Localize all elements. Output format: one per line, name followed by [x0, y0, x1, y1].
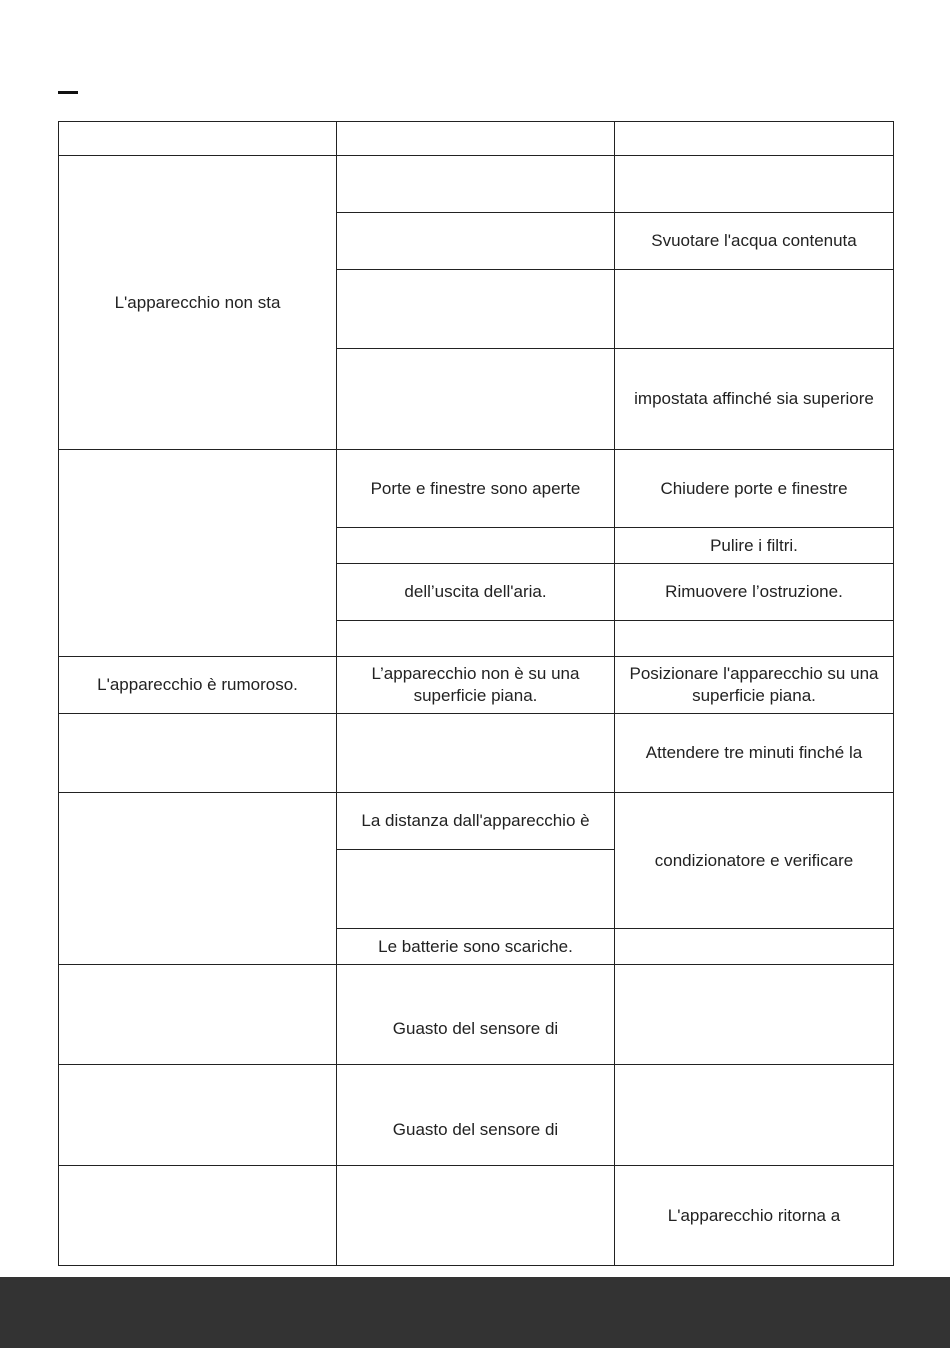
cause-cell: dell’uscita dell'aria.: [337, 564, 615, 621]
problem-cell: [59, 793, 337, 965]
section-title-dash: [58, 91, 78, 94]
cause-cell: La distanza dall'apparecchio è: [337, 793, 615, 850]
problem-cell: [59, 1166, 337, 1266]
table-header-row: [59, 122, 894, 156]
solution-cell: Svuotare l'acqua contenuta: [615, 213, 894, 270]
solution-cell: [615, 1065, 894, 1166]
cause-cell: [337, 349, 615, 450]
cause-cell: [337, 621, 615, 657]
solution-cell: Posizionare l'apparecchio su una superficie piana.: [615, 657, 894, 714]
solution-cell: Chiudere porte e finestre: [615, 450, 894, 528]
problem-cell: [59, 965, 337, 1065]
cause-cell: Guasto del sensore di: [337, 1065, 615, 1166]
cause-cell: [337, 156, 615, 213]
problem-cell: [59, 450, 337, 657]
table-row: [59, 657, 894, 714]
solution-cell: impostata affinché sia superiore: [615, 349, 894, 450]
cause-cell: [337, 714, 615, 793]
cause-cell: [337, 213, 615, 270]
table-row: [59, 1166, 894, 1266]
solution-cell: condizionatore e verificare: [615, 793, 894, 929]
solution-cell: [615, 270, 894, 349]
solution-cell: [615, 965, 894, 1065]
cause-cell: Guasto del sensore di: [337, 965, 615, 1065]
troubleshooting-table: [58, 121, 894, 1266]
solution-cell: Rimuovere l’ostruzione.: [615, 564, 894, 621]
table-row: [59, 714, 894, 793]
cause-cell: [337, 1166, 615, 1266]
table-row: [59, 793, 894, 850]
cause-cell: Le batterie sono scariche.: [337, 929, 615, 965]
header-problem-cell: [59, 122, 337, 156]
solution-cell: Pulire i filtri.: [615, 528, 894, 564]
cause-cell: [337, 850, 615, 929]
cause-cell: Porte e finestre sono aperte: [337, 450, 615, 528]
cause-cell: [337, 528, 615, 564]
problem-cell: L'apparecchio non sta: [59, 156, 337, 450]
solution-cell: [615, 156, 894, 213]
problem-cell: L'apparecchio è rumoroso.: [59, 657, 337, 714]
header-cause-cell: [337, 122, 615, 156]
footer-bar: [0, 1277, 950, 1348]
table-row: [59, 450, 894, 528]
table-row: [59, 156, 894, 213]
solution-cell: L'apparecchio ritorna a: [615, 1166, 894, 1266]
solution-cell: [615, 621, 894, 657]
cause-cell: L’apparecchio non è su una superficie piana.: [337, 657, 615, 714]
solution-cell: [615, 929, 894, 965]
table-row: [59, 1065, 894, 1166]
solution-cell: Attendere tre minuti finché la: [615, 714, 894, 793]
problem-cell: [59, 714, 337, 793]
table-row: [59, 965, 894, 1065]
problem-cell: [59, 1065, 337, 1166]
header-solution-cell: [615, 122, 894, 156]
cause-cell: [337, 270, 615, 349]
